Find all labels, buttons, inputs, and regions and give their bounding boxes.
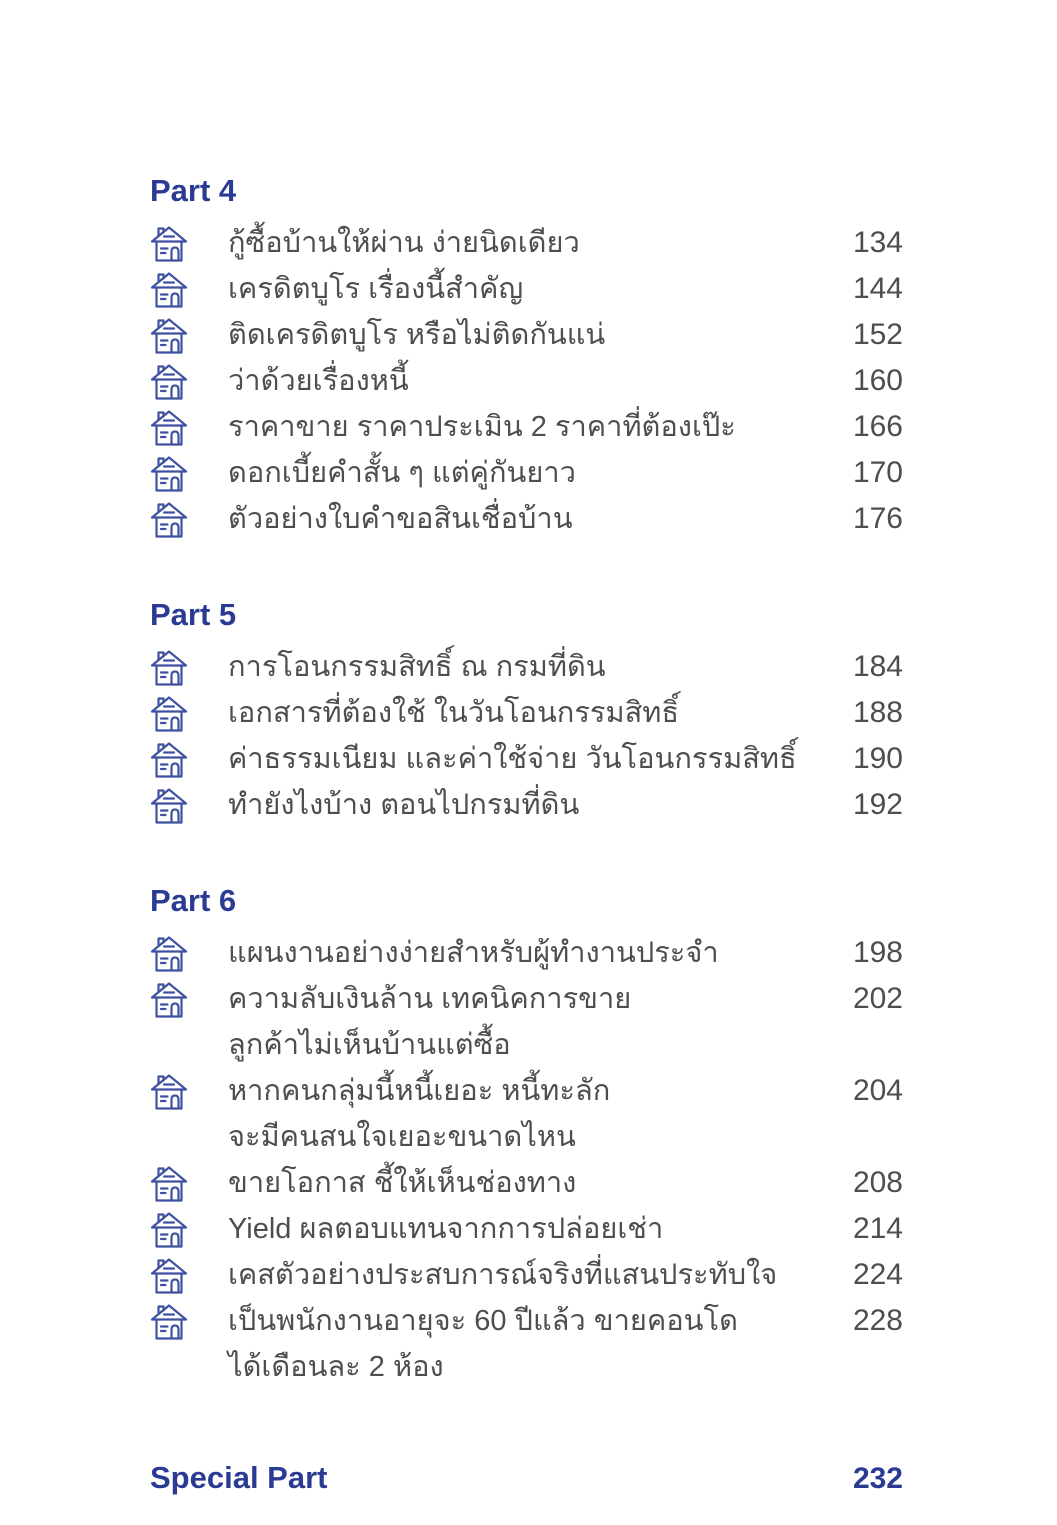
toc-entry-page: 190 (852, 742, 903, 775)
toc-entry-title-line2: ได้เดือนละ 2 ห้อง (228, 1351, 444, 1383)
toc-entry (150, 220, 903, 266)
toc-entry-title: ราคาขาย ราคาประเมิน 2 ราคาที่ต้องเป๊ะ (228, 411, 736, 443)
toc-entry-title: ว่าด้วยเรื่องหนี้ (228, 365, 409, 397)
toc-entry (150, 1252, 903, 1298)
part-4-heading: Part 4 (150, 173, 237, 208)
special-part-row (150, 1458, 903, 1499)
toc-entry-title: Yield ผลตอบแทนจากการปล่อยเช่า (228, 1213, 664, 1245)
section-part-4 (150, 172, 903, 542)
house-icon (150, 266, 228, 310)
toc-entry-title: ดอกเบี้ยคำสั้น ๆ แต่คู่กันยาว (228, 457, 576, 489)
toc-entry (150, 690, 903, 736)
house-icon (150, 358, 228, 402)
toc-entry (150, 782, 903, 828)
toc-entry-page: 214 (852, 1212, 903, 1245)
house-icon (150, 450, 228, 494)
toc-entry-title: ค่าธรรมเนียม และค่าใช้จ่าย วันโอนกรรมสิทธิ์ (228, 743, 797, 775)
toc-entry-title-line2: จะมีคนสนใจเยอะขนาดไหน (228, 1121, 576, 1153)
toc-entry-title: เป็นพนักงานอายุจะ 60 ปีแล้ว ขายคอนโด (228, 1305, 738, 1337)
toc-entry-page: 160 (852, 364, 903, 397)
house-icon (150, 1206, 228, 1250)
house-icon (150, 220, 228, 264)
toc-entry-page: 134 (852, 226, 903, 259)
toc-entry-title: ความลับเงินล้าน เทคนิคการขาย (228, 983, 632, 1015)
house-icon (150, 736, 228, 780)
toc-entry (150, 312, 903, 358)
toc-entry-page: 184 (852, 650, 903, 683)
toc-entry (150, 1160, 903, 1206)
toc-entry (150, 496, 903, 542)
part-6-heading: Part 6 (150, 883, 237, 918)
toc-entry-page: 224 (852, 1258, 903, 1291)
toc-entry (150, 1298, 903, 1390)
toc-entry-title: ตัวอย่างใบคำขอสินเชื่อบ้าน (228, 503, 573, 535)
toc-entry (150, 644, 903, 690)
toc-entry (150, 1068, 903, 1160)
toc-entry-title: แผนงานอย่างง่ายสำหรับผู้ทำงานประจำ (228, 937, 719, 969)
part-5-heading: Part 5 (150, 597, 237, 632)
toc-entry-page: 228 (852, 1304, 903, 1337)
toc-entry (150, 930, 903, 976)
toc-entry-page: 208 (852, 1166, 903, 1199)
house-icon (150, 1160, 228, 1204)
toc-entry-title-line2: ลูกค้าไม่เห็นบ้านแต่ซื้อ (228, 1029, 511, 1061)
toc-entry-title: การโอนกรรมสิทธิ์ ณ กรมที่ดิน (228, 651, 606, 683)
house-icon (150, 404, 228, 448)
toc-entry-page: 188 (852, 696, 903, 729)
house-icon (150, 782, 228, 826)
toc-entry-title: ทำยังไงบ้าง ตอนไปกรมที่ดิน (228, 789, 580, 821)
toc-entry-page: 170 (852, 456, 903, 489)
toc-entry-title: หากคนกลุ่มนี้หนี้เยอะ หนี้ทะลัก (228, 1075, 611, 1107)
house-icon (150, 312, 228, 356)
special-part-page: 232 (852, 1462, 903, 1495)
special-part-heading: Special Part (150, 1460, 328, 1495)
house-icon (150, 1252, 228, 1296)
toc-entry-page: 166 (852, 410, 903, 443)
toc-entry-page: 144 (852, 272, 903, 305)
toc-entry-title: เอกสารที่ต้องใช้ ในวันโอนกรรมสิทธิ์ (228, 697, 680, 729)
house-icon (150, 930, 228, 974)
toc-entry-page: 152 (852, 318, 903, 351)
toc-entry-page: 192 (852, 788, 903, 821)
toc-entry-title: กู้ซื้อบ้านให้ผ่าน ง่ายนิดเดียว (228, 227, 580, 259)
toc-entry (150, 358, 903, 404)
toc-entry (150, 450, 903, 496)
toc-entry (150, 1206, 903, 1252)
toc-entry (150, 404, 903, 450)
toc-entry-page: 198 (852, 936, 903, 969)
toc-entry-title: เคสตัวอย่างประสบการณ์จริงที่แสนประทับใจ (228, 1259, 778, 1291)
toc-entry-page: 176 (852, 502, 903, 535)
toc-entry (150, 976, 903, 1068)
section-part-5 (150, 596, 903, 828)
toc-entry-page: 204 (852, 1074, 903, 1107)
house-icon (150, 644, 228, 688)
house-icon (150, 690, 228, 734)
house-icon (150, 496, 228, 540)
toc-entry-title: ขายโอกาส ชี้ให้เห็นช่องทาง (228, 1167, 577, 1199)
toc-entry-page: 202 (852, 982, 903, 1015)
house-icon (150, 976, 228, 1020)
toc-entry (150, 266, 903, 312)
toc-entry-title: เครดิตบูโร เรื่องนี้สำคัญ (228, 273, 524, 305)
house-icon (150, 1068, 228, 1112)
house-icon (150, 1298, 228, 1342)
toc-entry-title: ติดเครดิตบูโร หรือไม่ติดกันแน่ (228, 319, 606, 351)
section-part-6 (150, 882, 903, 1390)
toc-entry (150, 736, 903, 782)
